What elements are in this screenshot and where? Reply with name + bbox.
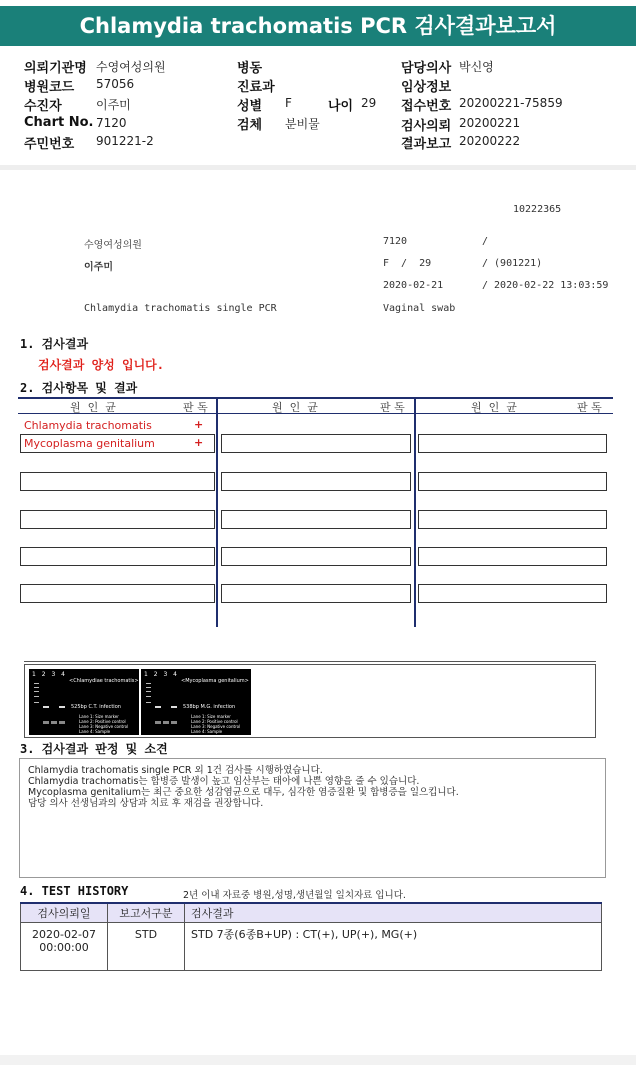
gel-top-rule [24, 661, 596, 662]
col-judge-3: 판 독 [577, 401, 602, 414]
result-cell [418, 584, 607, 603]
gel-image-mg [141, 669, 251, 735]
gel-band [155, 706, 161, 708]
gel-lane-numbers: 1 2 3 4 [32, 671, 67, 678]
organism-name: Chlamydia trachomatis [24, 419, 152, 432]
result-cell [20, 547, 215, 566]
result-cell [221, 434, 411, 453]
remark-line: Mycoplasma genitalium는 최근 중요한 성감염균으로 대두, 심각한 염증질환 및 합병증을 일으킵니다. [28, 787, 459, 798]
info-received: 2020-02-21 [383, 280, 444, 291]
barcode-number: 10222365 [513, 204, 562, 215]
request-value: 20200221 [459, 116, 521, 130]
hospital-value: 수영여성의원 [96, 60, 166, 74]
remark-line: 담당 의사 선생님과의 상담과 치료 후 재검을 권장합니다. [28, 798, 264, 809]
chart-value: 7120 [96, 116, 127, 130]
history-type: STD [108, 923, 185, 971]
info-specimen: Vaginal swab [383, 303, 456, 314]
gel-band [171, 706, 177, 708]
remark-line: Chlamydia trachomatis는 합병증 발생이 높고 임산부는 태아에 나쁜 영향을 줄 수 있습니다. [28, 776, 420, 787]
clinical-label: 임상정보 [401, 80, 452, 95]
col-organism-1: 원 인 균 [70, 401, 116, 414]
result-cell [418, 472, 607, 491]
section3-title: 3. 검사결과 판정 및 소견 [20, 742, 168, 756]
gel-mg-title: <Mycoplasma genitalium> [181, 678, 249, 684]
info-hospital: 수영여성의원 [84, 240, 142, 251]
hospital-label: 의뢰기관명 [24, 61, 87, 76]
gel-band [59, 706, 65, 708]
info-birth: / (901221) [482, 258, 543, 269]
section1-title: 1. 검사결과 [20, 337, 89, 351]
gel-mg-band-label: 538bp M.G. infection [183, 704, 236, 710]
specimen-label: 검체 [237, 118, 263, 133]
section4-title: 4. TEST HISTORY [20, 884, 129, 898]
history-date: 2020-02-07 [32, 928, 96, 941]
result-cell [221, 584, 411, 603]
result-cell [418, 547, 607, 566]
gel-ct-band-label: 525bp C.T. infection [71, 704, 121, 710]
request-label: 검사의뢰 [401, 119, 452, 134]
history-time: 00:00:00 [39, 941, 89, 954]
gel-mg-legend: Lane 1: Size marker Lane 2: Positive control Lane 3: Negative control Lane 4: Sample [191, 714, 241, 734]
organism-result: + [194, 436, 204, 449]
history-date-cell [21, 923, 108, 971]
result-cell [221, 547, 411, 566]
info-chart: 7120 [383, 236, 408, 247]
age-label: 나이 [328, 99, 354, 114]
history-note: 2년 이내 자료중 병원,성명,생년월일 일치자료 입니다. [183, 890, 406, 901]
result-cell [418, 434, 607, 453]
gel-ct-title: <Chlamydiae trachomatis> [69, 678, 139, 684]
history-header-row [21, 903, 602, 923]
footer-band [0, 1055, 636, 1065]
sex-value: F [285, 96, 292, 110]
code-label: 병원코드 [24, 80, 75, 95]
report-title: Chlamydia trachomatis PCR 검사결과보고서 [0, 6, 636, 46]
chart-label: Chart No. [24, 115, 94, 130]
info-slash: / [482, 236, 489, 247]
gel-lane-numbers: 1 2 3 4 [144, 671, 179, 678]
info-sex-age: F / 29 [383, 258, 432, 269]
result-summary: 검사결과 양성 입니다. [38, 358, 165, 372]
age-value: 29 [361, 96, 377, 110]
history-col-result: 검사결과 [185, 903, 602, 923]
history-result: STD 7종(6종B+UP) : CT(+), UP(+), MG(+) [185, 923, 602, 971]
doctor-label: 담당의사 [401, 61, 452, 76]
gel-image-ct [29, 669, 139, 735]
patient-value: 이주미 [96, 98, 131, 112]
header-divider [0, 165, 636, 170]
receipt-label: 접수번호 [401, 99, 452, 114]
report-label: 결과보고 [401, 137, 452, 152]
result-cell [221, 472, 411, 491]
receipt-value: 20200221-75859 [459, 96, 563, 110]
history-table [20, 902, 602, 971]
table-row [21, 923, 602, 971]
patient-label: 수진자 [24, 99, 62, 114]
history-col-date: 검사의뢰일 [21, 903, 108, 923]
col-judge-1: 판 독 [183, 401, 208, 414]
result-cell [418, 510, 607, 529]
id-value: 901221-2 [96, 134, 154, 148]
info-reported: / 2020-02-22 13:03:59 [482, 280, 609, 291]
col-organism-2: 원 인 균 [272, 401, 318, 414]
id-label: 주민번호 [24, 137, 75, 152]
col-organism-3: 원 인 균 [471, 401, 517, 414]
gel-band [43, 706, 49, 708]
result-cell [221, 510, 411, 529]
col-judge-2: 판 독 [380, 401, 405, 414]
sex-label: 성별 [237, 99, 263, 114]
remarks-box [19, 758, 606, 878]
section2-title: 2. 검사항목 및 결과 [20, 381, 138, 395]
info-test-name: Chlamydia trachomatis single PCR [84, 303, 277, 314]
info-patient: 이주미 [84, 262, 113, 273]
result-cell [20, 510, 215, 529]
organism-name: Mycoplasma genitalium [24, 437, 155, 450]
gel-ct-legend: Lane 1: Size marker Lane 2: Positive control Lane 3: Negative control Lane 4: Sample [79, 714, 129, 734]
result-cell [20, 584, 215, 603]
specimen-value: 분비물 [285, 117, 320, 131]
doctor-value: 박신영 [459, 60, 494, 74]
result-cell [20, 472, 215, 491]
gel-image-frame [24, 664, 596, 738]
ward-label: 병동 [237, 61, 263, 76]
code-value: 57056 [96, 77, 135, 91]
table-col-divider-2 [414, 397, 416, 627]
history-col-type: 보고서구분 [108, 903, 185, 923]
organism-result: + [194, 418, 204, 431]
table-col-divider-1 [216, 397, 218, 627]
report-value: 20200222 [459, 134, 521, 148]
remark-line: Chlamydia trachomatis single PCR 외 1건 검사를 시행하였습니다. [28, 765, 323, 776]
dept-label: 진료과 [237, 80, 275, 95]
